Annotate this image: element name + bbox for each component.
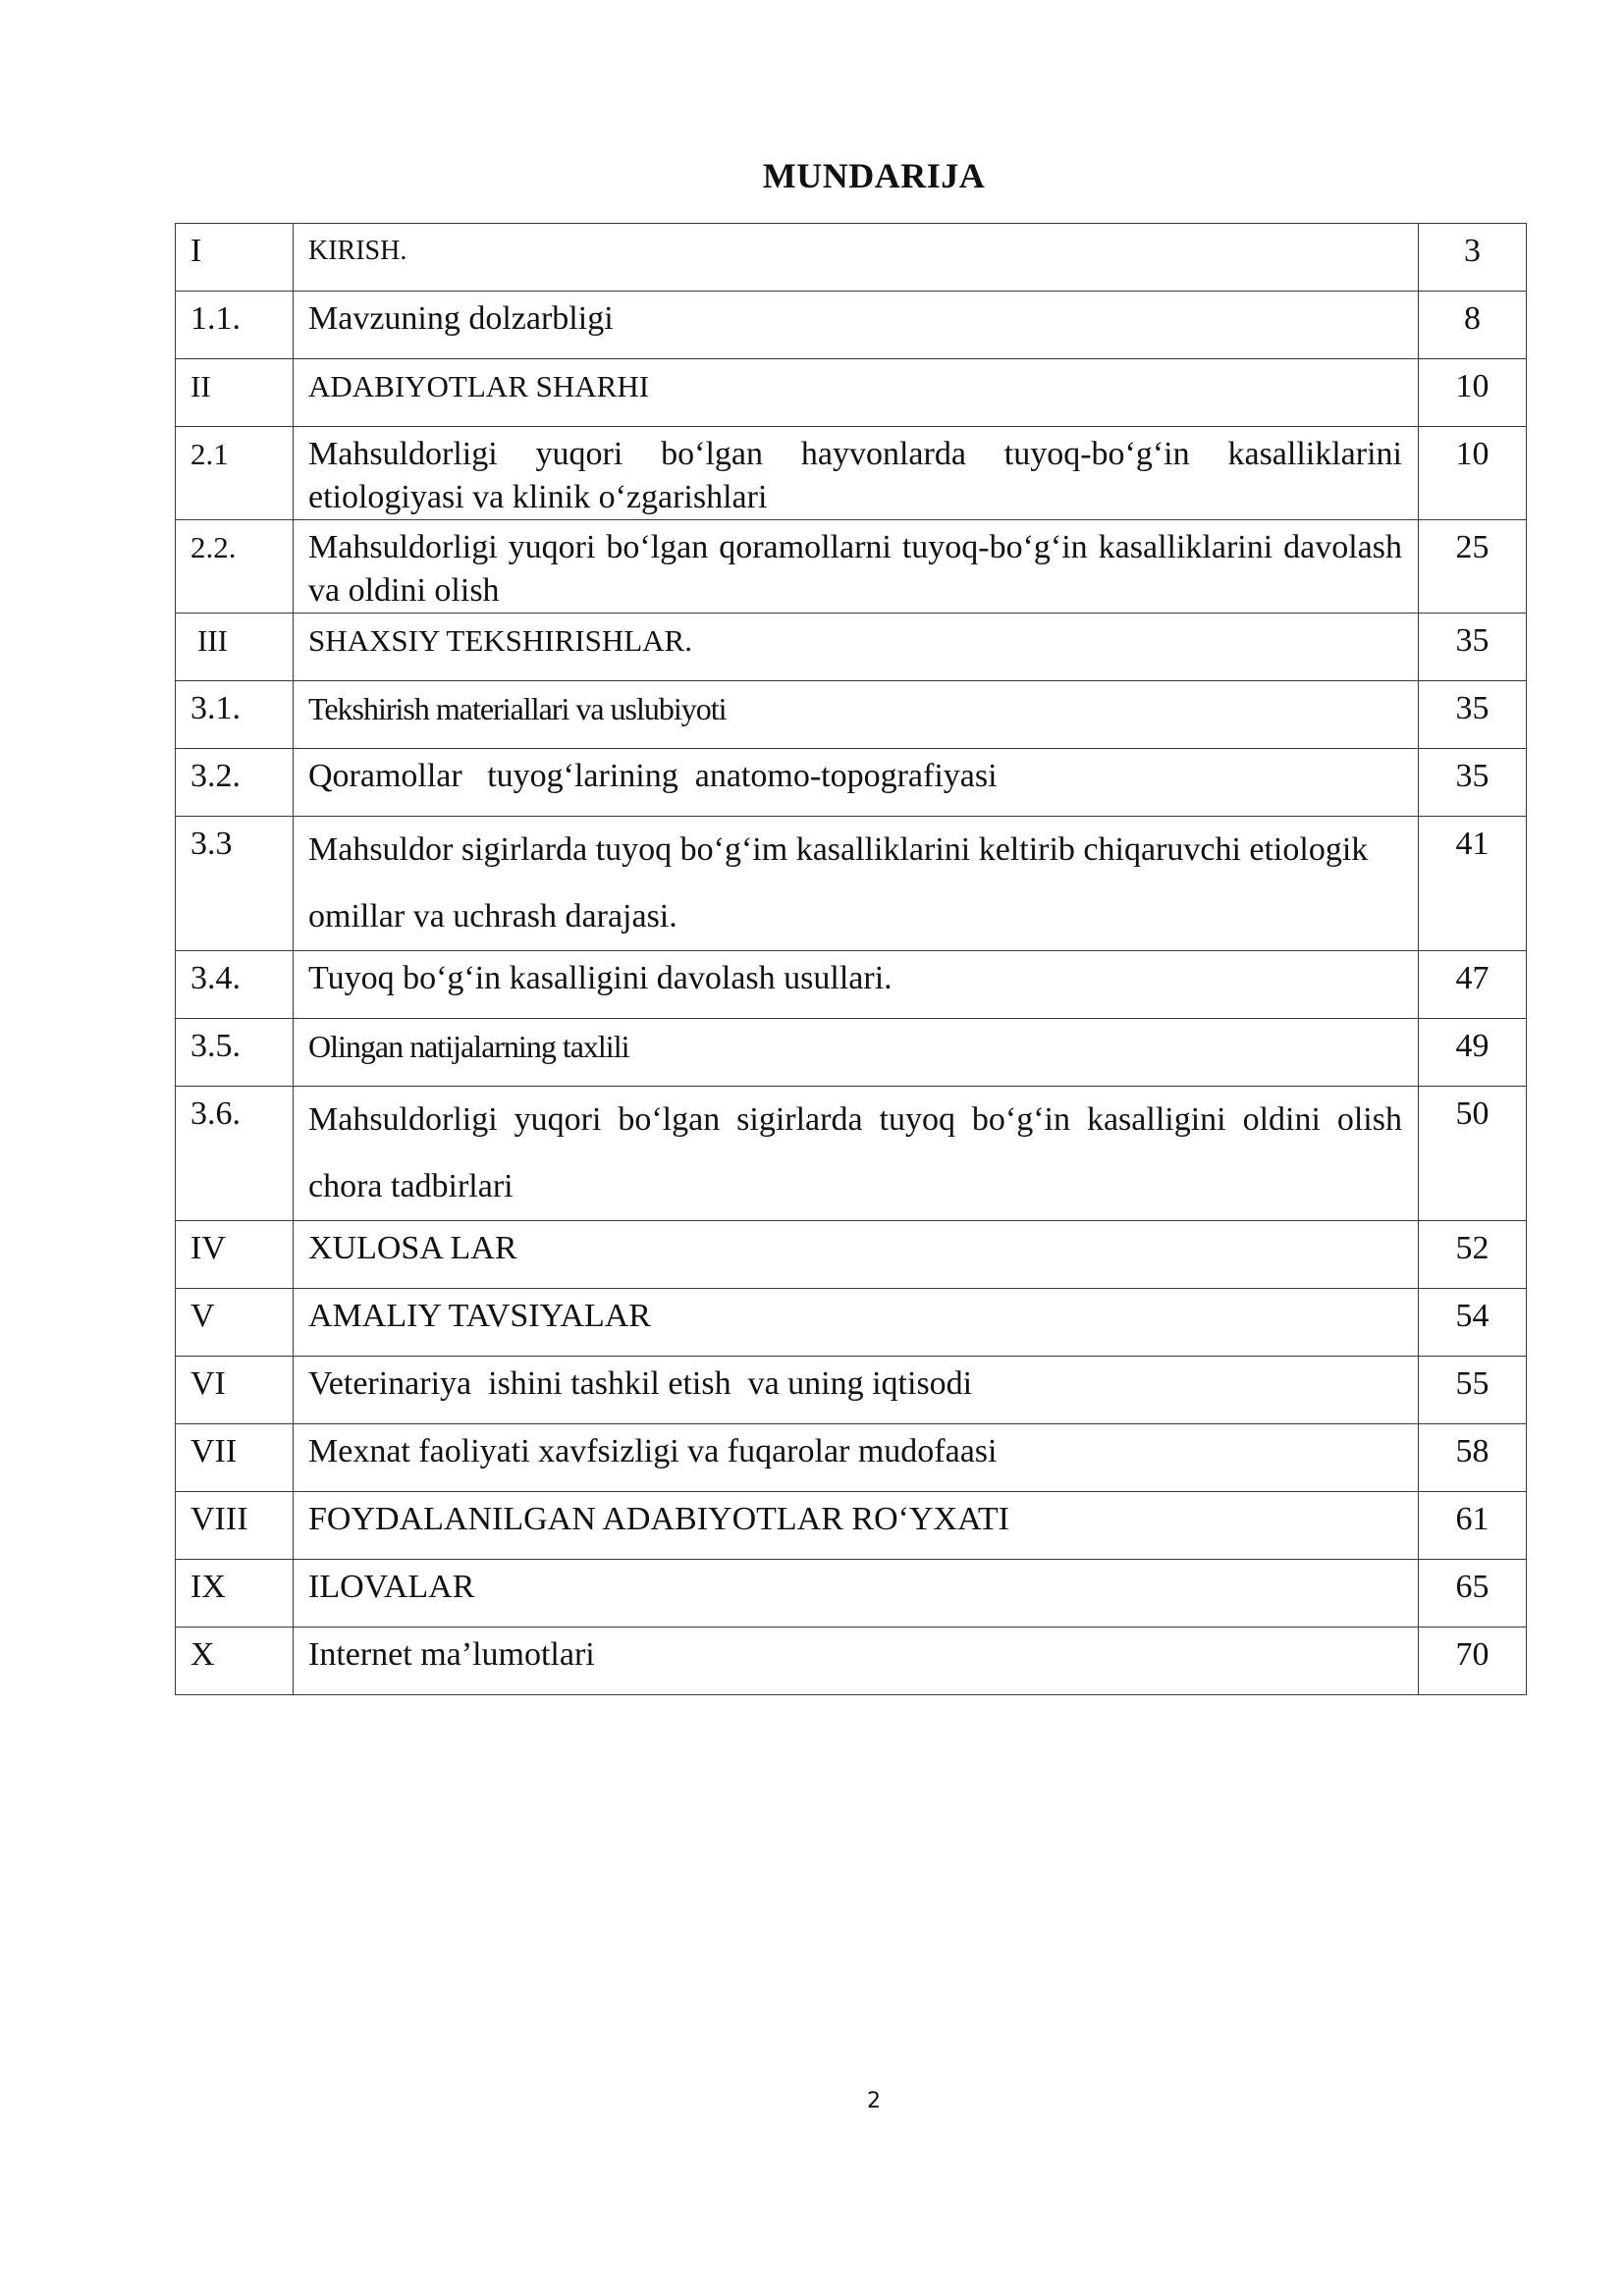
toc-number: V [176,1289,294,1357]
toc-number: 3.5. [176,1019,294,1087]
toc-page: 8 [1419,292,1527,359]
toc-number: IX [176,1560,294,1628]
toc-row[interactable] [176,817,1527,951]
toc-page: 49 [1419,1019,1527,1087]
toc-number: 1.1. [176,292,294,359]
toc-page: 35 [1419,614,1527,681]
toc-row[interactable] [176,224,1527,292]
toc-page: 35 [1419,749,1527,817]
toc-page: 25 [1419,520,1527,614]
toc-number: I [176,224,294,292]
toc-page: 41 [1419,817,1527,951]
toc-page: 50 [1419,1087,1527,1221]
toc-title: Tekshirish materiallari va uslubiyoti [294,681,1419,749]
toc-row[interactable] [176,749,1527,817]
page-title: MUNDARIJA [762,156,986,195]
toc-row[interactable] [176,292,1527,359]
toc-title: XULOSA LAR [294,1221,1419,1289]
toc-number: X [176,1628,294,1695]
toc-row[interactable] [176,1492,1527,1560]
toc-title: Tuyoq bo‘g‘in kasalligini davolash usullari. [294,951,1419,1019]
toc-page: 10 [1419,359,1527,427]
toc-number: VII [176,1424,294,1492]
toc-row[interactable] [176,951,1527,1019]
toc-number: 3.3 [176,817,294,951]
toc-page: 52 [1419,1221,1527,1289]
toc-number: 3.2. [176,749,294,817]
toc-title: Internet ma’lumotlari [294,1628,1419,1695]
toc-page: 58 [1419,1424,1527,1492]
toc-page: 10 [1419,427,1527,520]
toc-page: 61 [1419,1492,1527,1560]
toc-title: FOYDALANILGAN ADABIYOTLAR RO‘YXATI [294,1492,1419,1560]
toc-number: III [176,614,294,681]
toc-number: 2.2. [176,520,294,614]
toc-page: 70 [1419,1628,1527,1695]
table-of-contents [175,223,1527,1695]
toc-page: 47 [1419,951,1527,1019]
toc-title: AMALIY TAVSIYALAR [294,1289,1419,1357]
toc-row[interactable] [176,520,1527,614]
toc-number: 2.1 [176,427,294,520]
toc-title: Mahsuldor sigirlarda tuyoq bo‘g‘im kasalliklarini keltirib chiqaruvchi etiologik omillar va uchrash darajasi. [294,817,1419,951]
toc-number: VIII [176,1492,294,1560]
toc-row[interactable] [176,1424,1527,1492]
toc-title: Qoramollar tuyog‘larining anatomo-topografiyasi [294,749,1419,817]
toc-row[interactable] [176,427,1527,520]
toc-row[interactable] [176,614,1527,681]
toc-row[interactable] [176,1289,1527,1357]
toc-page: 3 [1419,224,1527,292]
toc-row[interactable] [176,1357,1527,1424]
toc-row[interactable] [176,359,1527,427]
toc-title: SHAXSIY TEKSHIRISHLAR. [294,614,1419,681]
toc-row[interactable] [176,1019,1527,1087]
toc-title: Mahsuldorligi yuqori bo‘lgan hayvonlarda tuyoq-bo‘g‘in kasalliklarini etiologiyasi va klinik o‘zgarishlari [294,427,1419,520]
toc-title: Mavzuning dolzarbligi [294,292,1419,359]
toc-page: 55 [1419,1357,1527,1424]
toc-title: Veterinariya ishini tashkil etish va uning iqtisodi [294,1357,1419,1424]
toc-number: 3.6. [176,1087,294,1221]
page-number: 2 [867,2089,881,2113]
toc-title: Mahsuldorligi yuqori bo‘lgan sigirlarda tuyoq bo‘g‘in kasalligini oldini olish chora tadbirlari [294,1087,1419,1221]
toc-page: 35 [1419,681,1527,749]
toc-row[interactable] [176,1087,1527,1221]
toc-title: ADABIYOTLAR SHARHI [294,359,1419,427]
toc-title: Olingan natijalarning taxlili [294,1019,1419,1087]
toc-number: 3.4. [176,951,294,1019]
toc-row[interactable] [176,1221,1527,1289]
toc-title: Mahsuldorligi yuqori bo‘lgan qoramollarni tuyoq-bo‘g‘in kasalliklarini davolash va oldini olish [294,520,1419,614]
toc-page: 54 [1419,1289,1527,1357]
toc-number: VI [176,1357,294,1424]
toc-number: IV [176,1221,294,1289]
toc-title: Mexnat faoliyati xavfsizligi va fuqarolar mudofaasi [294,1424,1419,1492]
toc-row[interactable] [176,1628,1527,1695]
toc-title: KIRISH. [294,224,1419,292]
toc-page: 65 [1419,1560,1527,1628]
toc-row[interactable] [176,681,1527,749]
toc-number: 3.1. [176,681,294,749]
toc-row[interactable] [176,1560,1527,1628]
toc-title: ILOVALAR [294,1560,1419,1628]
toc-number: II [176,359,294,427]
